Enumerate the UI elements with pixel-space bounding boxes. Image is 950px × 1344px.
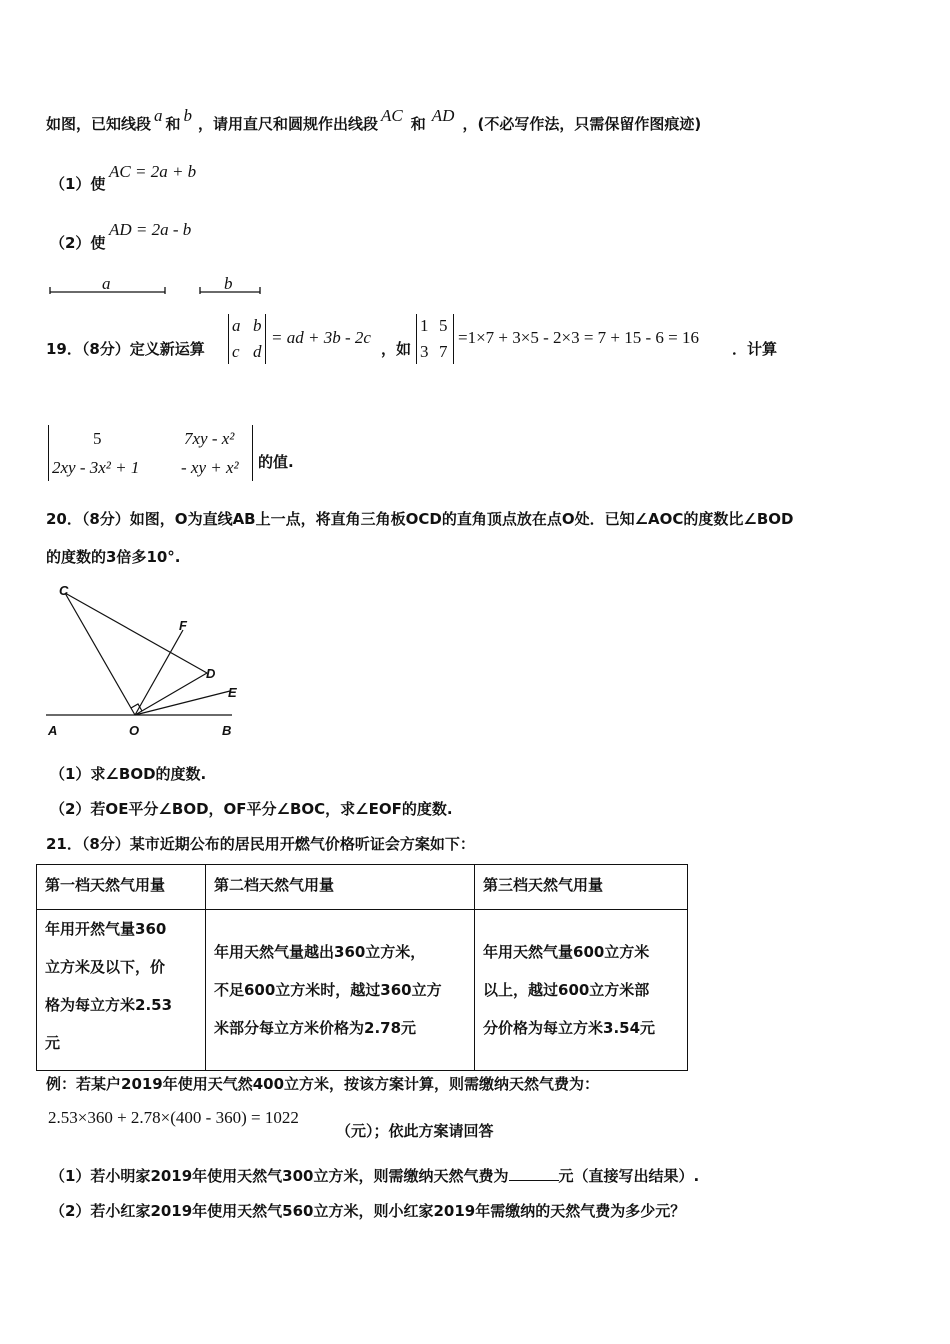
header-tier2: 第二档天然气用量 <box>206 865 475 910</box>
q19-tail: 的值. <box>258 453 294 471</box>
q21-sub1 <box>50 1166 699 1186</box>
q19-det-abcd <box>228 314 266 364</box>
intro-line <box>46 106 702 134</box>
var-b: b <box>183 106 193 125</box>
q20-sub1: （1）求∠BOD的度数. <box>50 765 207 783</box>
q18-sub1-formula: AC = 2a + b <box>109 162 197 181</box>
ray-oc <box>65 593 135 715</box>
tier3-line: 分价格为每立方米3.54元 <box>483 1019 656 1037</box>
q19-suffix: ．计算 <box>732 340 778 358</box>
q18-sub2-formula: AD = 2a - b <box>109 220 192 239</box>
q20-sub2: （2）若OE平分∠BOD，OF平分∠BOC，求∠EOF的度数. <box>50 800 453 818</box>
ray-of <box>135 630 183 715</box>
cell-tier3 <box>475 910 688 1071</box>
q18-sub2-label: （2）使 <box>50 234 106 252</box>
seg-ac: AC <box>381 106 403 125</box>
det1-b: b <box>253 316 262 335</box>
label-o: O <box>129 723 140 738</box>
intro-text-1: 如图，已知线段 <box>46 115 152 133</box>
segment-cd <box>65 593 207 673</box>
det2-1: 1 <box>420 316 429 335</box>
tier1-line: 格为每立方米2.53 <box>45 996 173 1014</box>
q19-rule: = ad + 3b - 2c <box>271 328 371 347</box>
det3-r1c1: 5 <box>93 429 102 448</box>
q19-example: =1×7 + 3×5 - 2×3 = 7 + 15 - 6 = 16 <box>458 328 700 347</box>
det3-r1c2: 7xy - x² <box>184 429 235 448</box>
label-b: B <box>222 723 232 738</box>
det2-7: 7 <box>439 342 448 361</box>
q21-example-tail: （元）；依此方案请回答 <box>336 1122 494 1140</box>
q19-comma: ，如 <box>381 340 412 358</box>
gas-price-table <box>36 864 688 1071</box>
q20-figure <box>40 580 260 745</box>
ray-od <box>135 673 207 715</box>
label-a: A <box>48 723 58 738</box>
header-tier1: 第一档天然气用量 <box>37 865 206 910</box>
q20-line2: 的度数的3倍多10°. <box>46 548 181 566</box>
label-c: C <box>59 583 69 598</box>
det1-a: a <box>232 316 241 335</box>
q21-example-text: 例：若某户2019年使用天气然400立方米，按该方案计算，则需缴纳天然气费为： <box>46 1075 600 1093</box>
tier3-line: 以上，越过600立方米部 <box>483 981 650 999</box>
q19-det-compute <box>48 425 253 481</box>
table-header-row <box>37 865 688 910</box>
q19-prefix: 19．（8分）定义新运算 <box>46 340 205 358</box>
det1-c: c <box>232 342 240 361</box>
cell-tier2 <box>206 910 475 1071</box>
det2-5: 5 <box>439 316 448 335</box>
answer-blank[interactable] <box>509 1166 559 1181</box>
det3-r2c1: 2xy - 3x² + 1 <box>52 458 140 477</box>
tier1-line: 元 <box>45 1034 61 1052</box>
det1-d: d <box>253 342 262 361</box>
var-a: a <box>154 106 163 125</box>
tier3-line: 年用天然气量600立方米 <box>483 943 650 961</box>
intro-text-2: ，请用直尺和圆规作出线段 <box>198 115 379 133</box>
table-row <box>37 910 688 1071</box>
det2-3: 3 <box>420 342 429 361</box>
q19-det-example <box>416 314 454 364</box>
segments-figure <box>40 272 280 302</box>
cell-tier1 <box>37 910 206 1071</box>
tier1-line: 年用开然气量360 <box>45 920 167 938</box>
tier2-line: 米部分每立方米价格为2.78元 <box>214 1019 417 1037</box>
intro-text-3: ，(不必写作法，只需保留作图痕迹) <box>462 115 702 133</box>
intro-and-1: 和 <box>165 115 181 133</box>
seg-ad: AD <box>431 106 455 125</box>
q21-sub1-after: 元（直接写出结果）. <box>558 1167 700 1185</box>
q21-sub2: （2）若小红家2019年使用天然气560立方米，则小红家2019年需缴纳的天然气费为多少元？ <box>50 1202 686 1220</box>
label-d: D <box>206 666 216 681</box>
tier2-line: 年用天然气量越出360立方米， <box>214 943 426 961</box>
tier2-line: 不足600立方米时，越过360立方 <box>214 981 442 999</box>
intro-and-2: 和 <box>410 115 426 133</box>
q20-line1: 20．（8分）如图，O为直线AB上一点，将直角三角板OCD的直角顶点放在点O处．已知∠AOC的度数比∠BOD <box>46 510 794 528</box>
det3-r2c2: - xy + x² <box>181 458 239 477</box>
segment-b-label: b <box>224 274 233 293</box>
segment-a-label: a <box>102 274 111 293</box>
header-tier3: 第三档天然气用量 <box>475 865 688 910</box>
q21-title: 21．（8分）某市近期公布的居民用开燃气价格听证会方案如下： <box>46 835 475 853</box>
q21-sub1-before: （1）若小明家2019年使用天然气300立方米，则需缴纳天然气费为 <box>50 1167 509 1185</box>
label-e: E <box>228 685 237 700</box>
tier1-line: 立方米及以下，价 <box>45 958 166 976</box>
q18-sub1-label: （1）使 <box>50 175 106 193</box>
q21-example-formula: 2.53×360 + 2.78×(400 - 360) = 1022 <box>48 1108 299 1127</box>
ray-oe <box>135 691 230 715</box>
label-f: F <box>179 618 187 633</box>
